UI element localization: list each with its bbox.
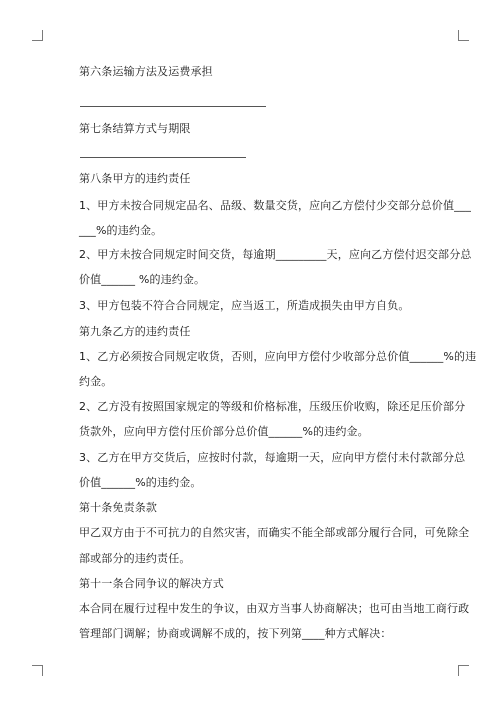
article-8-clause-2-line-2: 价值______ %的违约金。 — [79, 273, 206, 286]
article-11-heading: 第十一条合同争议的解决方式 — [79, 577, 224, 590]
article-8-clause-3: 3、甲方包装不符合合同规定，应当返工，所造成损失由甲方自负。 — [79, 299, 410, 312]
article-9-clause-3-line-1: 3、乙方在甲方交货后，应按时付款，每逾期一天，应向甲方偿付未付款部分总 — [79, 451, 466, 464]
crop-mark-bottom-right — [458, 665, 469, 676]
article-9-clause-2-line-2: 货款外，应向甲方偿付压价部分总价值______%的违约金。 — [79, 425, 369, 438]
article-9-heading: 第九条乙方的违约责任 — [79, 325, 191, 338]
crop-mark-top-right — [458, 30, 469, 41]
article-9-clause-1-line-2: 约金。 — [79, 375, 113, 388]
article-8-clause-2-line-1: 2、甲方未按合同规定时间交货，每逾期_________天，应向乙方偿付迟交部分总 — [79, 248, 472, 261]
article-11-body-line-1: 本合同在履行过程中发生的争议，由双方当事人协商解决；也可由当地工商行政 — [79, 602, 470, 615]
article-10-body-line-1: 甲乙双方由于不可抗力的自然灾害，而确实不能全部或部分履行合同，可免除全 — [79, 526, 470, 539]
article-9-clause-3-line-2: 价值______%的违约金。 — [79, 476, 202, 489]
article-7-heading: 第七条结算方式与期限 — [79, 122, 191, 135]
article-6-fill-line — [80, 106, 266, 107]
article-6-heading: 第六条运输方法及运费承担 — [79, 65, 213, 78]
article-11-body-line-2: 管理部门调解；协商或调解不成的，按下列第____种方式解决： — [79, 627, 392, 640]
crop-mark-top-left — [32, 30, 43, 41]
article-10-body-line-2: 部或部分的违约责任。 — [79, 552, 191, 565]
article-8-clause-1-line-1: 1、甲方未按合同规定品名、品级、数量交货，应向乙方偿付少交部分总价值___ — [79, 199, 472, 212]
crop-mark-bottom-left — [32, 665, 43, 676]
article-8-heading: 第八条甲方的违约责任 — [79, 172, 191, 185]
article-9-clause-2-line-1: 2、乙方没有按照国家规定的等级和价格标准，压级压价收购，除还足压价部分 — [79, 400, 466, 413]
article-10-heading: 第十条免责条款 — [79, 501, 158, 514]
article-7-fill-line — [80, 157, 246, 158]
article-8-clause-1-line-2: ___%的违约金。 — [79, 224, 163, 237]
article-9-clause-1-line-1: 1、乙方必须按合同规定收货，否则，应向甲方偿付少收部分总价值______%的违 — [79, 350, 477, 363]
